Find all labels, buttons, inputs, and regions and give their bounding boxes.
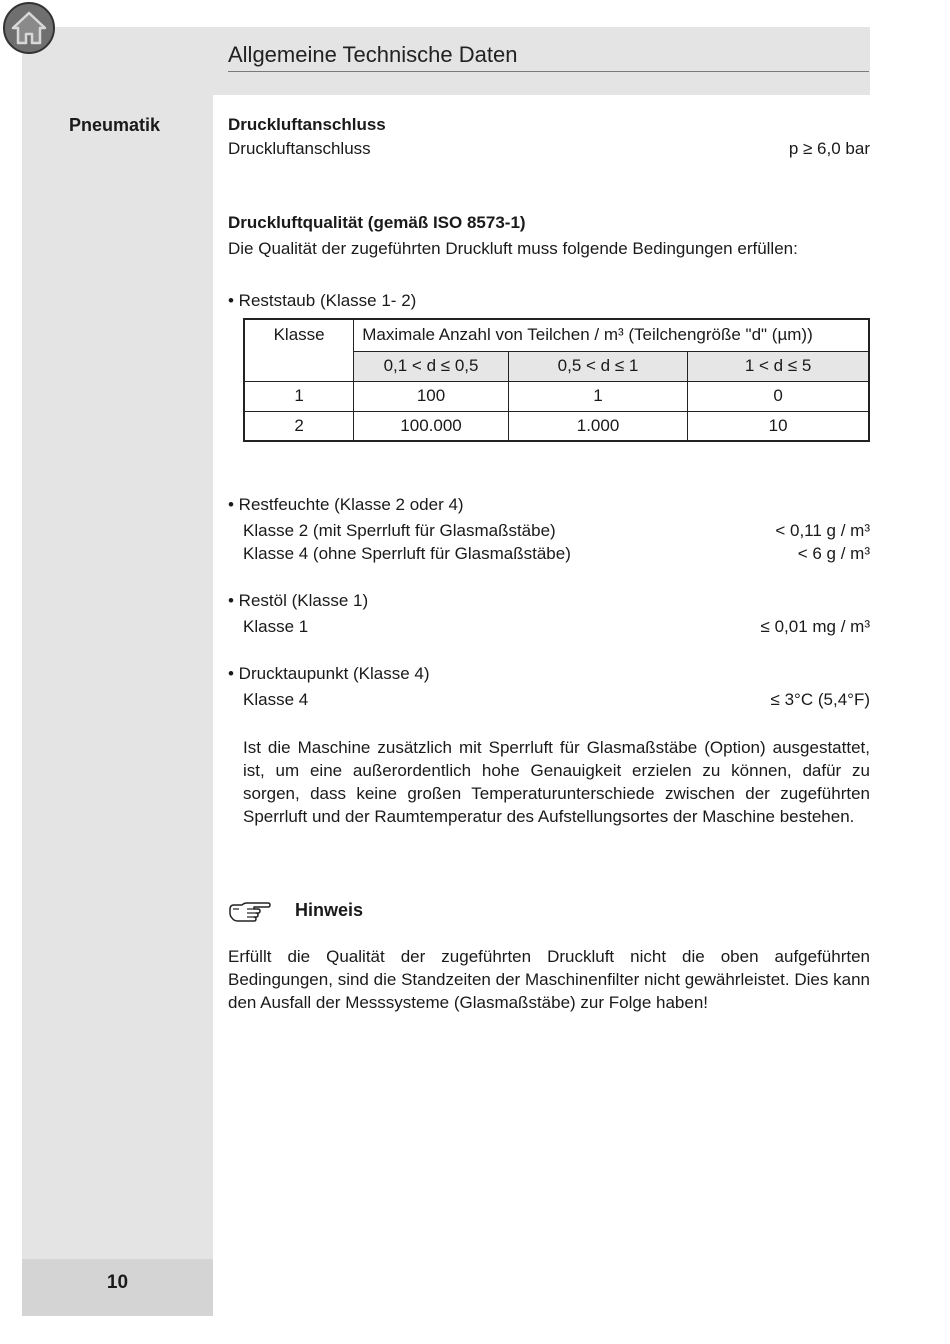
section-label: Pneumatik [69, 115, 161, 135]
drucktaupunkt-label: Klasse 4 [243, 690, 309, 709]
home-button[interactable] [3, 2, 55, 54]
restoel-label: Klasse 1 [243, 617, 309, 636]
restfeuchte-value: < 0,11 g / m³ [775, 521, 870, 540]
restoel-bullet: • Restöl (Klasse 1) [228, 591, 369, 610]
table-cell: 1 [508, 381, 687, 411]
table-subheader: 0,5 < d ≤ 1 [508, 351, 687, 381]
page-title: Allgemeine Technische Daten [228, 42, 518, 67]
table-row [244, 381, 869, 411]
page-number: 10 [106, 1272, 129, 1293]
table-cell: 1.000 [508, 411, 687, 441]
table-cell: 100.000 [354, 411, 509, 441]
table-cell-klasse: 2 [244, 411, 354, 441]
table-cell: 10 [688, 411, 869, 441]
restfeuchte-label: Klasse 4 (ohne Sperrluft für Glasmaßstäbe) [243, 544, 571, 563]
drucktaupunkt-bullet: • Drucktaupunkt (Klasse 4) [228, 664, 430, 683]
restfeuchte-bullet: • Restfeuchte (Klasse 2 oder 4) [228, 495, 464, 514]
hinweis-text: Erfüllt die Qualität der zugeführten Druckluft nicht die oben aufgeführten Bedingungen, sind die Standzeiten der Maschinenfilter nicht gewährleistet. Dies kann den Ausfall der Messsysteme (Glasmaßstäbe) zur Folge haben! [228, 947, 870, 1012]
druckluftanschluss-label: Druckluftanschluss [228, 139, 371, 158]
table-cell-klasse: 1 [244, 381, 354, 411]
pointing-hand-icon [228, 900, 272, 924]
restfeuchte-label: Klasse 2 (mit Sperrluft für Glasmaßstäbe) [243, 521, 556, 540]
quality-heading: Druckluftqualität (gemäß ISO 8573-1) [228, 213, 526, 232]
reststaub-bullet: • Reststaub (Klasse 1- 2) [228, 291, 417, 310]
restoel-value: ≤ 0,01 mg / m³ [760, 617, 870, 636]
table-cell: 0 [688, 381, 869, 411]
restfeuchte-value: < 6 g / m³ [797, 544, 870, 563]
quality-intro: Die Qualität der zugeführten Druckluft muss folgende Bedingungen erfüllen: [228, 239, 798, 258]
druckluftanschluss-heading: Druckluftanschluss [228, 115, 386, 134]
druckluftanschluss-value: p ≥ 6,0 bar [788, 139, 870, 158]
table-subheader: 0,1 < d ≤ 0,5 [354, 351, 509, 381]
sperrluft-note: Ist die Maschine zusätzlich mit Sperrluft für Glasmaßstäbe (Option) ausgestattet, ist, um eine außerordentlich hohe Genauigkeit erzielen zu können, dafür zu sorgen, dass keine großen Temperaturunterschiede zwischen der zugeführten Sperrluft und der Raumtemperatur des Aufstellungsortes der Maschine bestehen. [243, 738, 870, 826]
drucktaupunkt-value: ≤ 3°C (5,4°F) [770, 690, 870, 709]
table-header-max: Maximale Anzahl von Teilchen / m³ (Teilchengröße "d" (µm)) [354, 319, 869, 351]
table-cell: 100 [354, 381, 509, 411]
table-row [244, 411, 869, 441]
home-icon [5, 4, 53, 52]
table-subheader: 1 < d ≤ 5 [688, 351, 869, 381]
reststaub-table [243, 318, 870, 442]
left-margin-band [22, 27, 213, 1316]
table-header-klasse: Klasse [244, 319, 354, 381]
header-divider [228, 71, 869, 72]
hinweis-heading: Hinweis [295, 900, 364, 920]
